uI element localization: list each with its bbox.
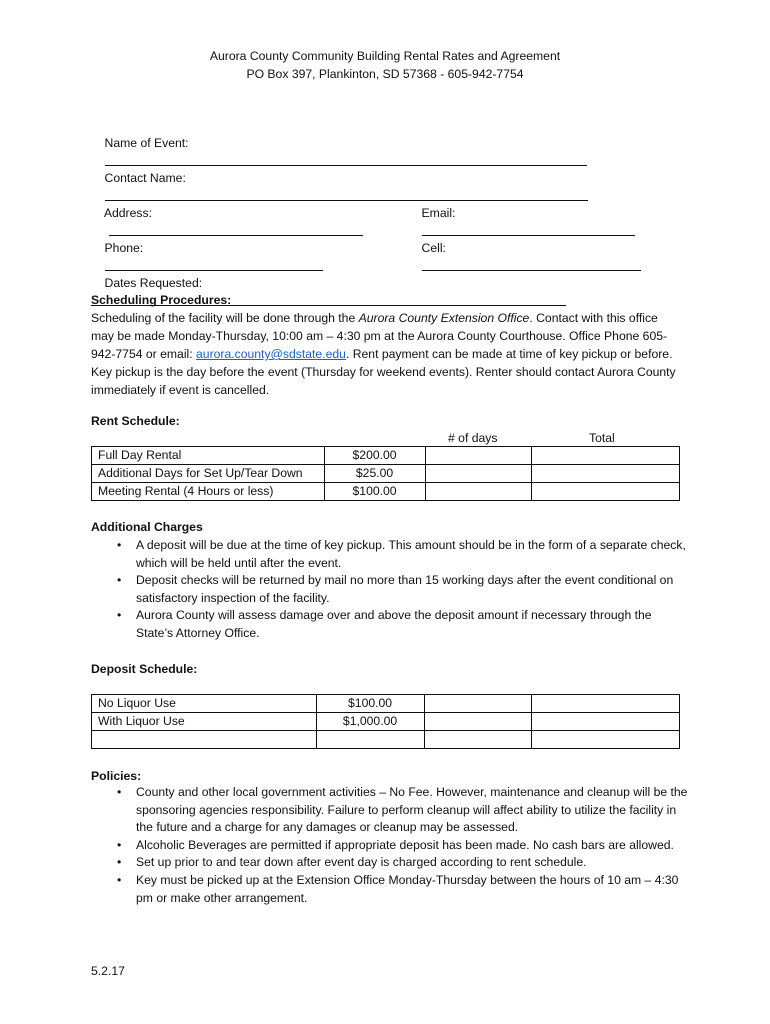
deposit-price-cell[interactable]	[316, 731, 424, 749]
deposit-input-cell[interactable]	[424, 731, 532, 749]
list-item-text: A deposit will be due at the time of key pickup. This amount should be in the form of a separate check, which will be held until after the event.	[136, 538, 686, 570]
list-item-text: Alcoholic Beverages are permitted if appropriate deposit has been made. No cash bars are allowed.	[136, 837, 674, 852]
contact-info-line: PO Box 397, Plankinton, SD 57368 - 605-942-7754	[246, 67, 524, 81]
list-item	[91, 537, 691, 572]
deposit-input-cell[interactable]	[532, 713, 680, 731]
policies-title: Policies:	[91, 769, 142, 783]
list-item-text: Aurora County will assess damage over and above the deposit amount if necessary through the State’s Attorney Office.	[136, 608, 652, 640]
policies-list	[91, 784, 691, 907]
total-input-cell[interactable]	[532, 447, 680, 465]
list-item-text: Set up prior to and tear down after event day is charged according to rent schedule.	[136, 855, 587, 870]
bullet-icon: •	[117, 538, 122, 552]
bullet-icon: •	[117, 608, 122, 623]
scheduling-title: Scheduling Procedures:	[91, 293, 232, 307]
bullet-icon: •	[117, 573, 122, 588]
version-footer: 5.2.17	[91, 964, 125, 978]
scheduling-text-part-1: Scheduling of the facility will be done through the	[91, 311, 359, 325]
deposit-input-cell[interactable]	[532, 695, 680, 713]
event-name-label: Name of Event:	[104, 136, 189, 150]
table-row	[92, 483, 680, 501]
list-item	[91, 837, 691, 855]
list-item-text: Key must be picked up at the Extension Office Monday-Thursday between the hours of 10 am – 4:30 pm or make other arrangement.	[136, 872, 679, 905]
scheduling-text-part-2: . Contact with this office may be made Monday-Thursday, 10:00 am – 4:30 pm at the Aurora County Courthouse. Office Phone 605-942-7754 or email:	[91, 311, 668, 361]
bullet-icon: •	[117, 785, 122, 799]
list-item	[91, 572, 691, 607]
contact-name-label: Contact Name:	[104, 171, 186, 185]
email-link[interactable]: aurora.county@sdstate.edu	[196, 347, 346, 361]
deposit-price-cell: $1,000.00	[316, 713, 424, 731]
scheduling-text	[91, 309, 681, 399]
rent-label-cell: Full Day Rental	[92, 447, 325, 465]
cell-label: Cell:	[421, 241, 446, 255]
rent-schedule-table	[91, 446, 680, 501]
deposit-label-cell: No Liquor Use	[92, 695, 317, 713]
days-column-header: # of days	[448, 431, 498, 445]
deposit-input-cell[interactable]	[424, 713, 532, 731]
table-row	[92, 713, 680, 731]
rent-label-cell: Additional Days for Set Up/Tear Down	[92, 465, 325, 483]
list-item	[91, 784, 691, 837]
deposit-schedule-title: Deposit Schedule:	[91, 662, 198, 676]
table-row	[92, 731, 680, 749]
deposit-input-cell[interactable]	[424, 695, 532, 713]
deposit-input-cell[interactable]	[532, 731, 680, 749]
days-input-cell[interactable]	[425, 465, 532, 483]
additional-charges-list	[91, 537, 691, 643]
bullet-icon: •	[117, 855, 122, 870]
deposit-schedule-table	[91, 694, 680, 749]
list-item	[91, 872, 691, 907]
table-row	[92, 447, 680, 465]
rent-price-cell: $100.00	[324, 483, 425, 501]
scheduling-text-part-3: . Rent payment can be made at time of key pickup or before. Key pickup is the day before the event (Thursday for weekend events). Renter should contact Aurora County immediately if event is cancelled.	[91, 347, 676, 397]
table-row	[92, 465, 680, 483]
bullet-icon: •	[117, 872, 122, 887]
list-item-text: Deposit checks will be returned by mail no more than 15 working days after the event conditional on satisfactory inspection of the facility.	[136, 573, 674, 605]
rent-price-cell: $25.00	[324, 465, 425, 483]
rent-label-cell: Meeting Rental (4 Hours or less)	[92, 483, 325, 501]
list-item	[91, 854, 691, 872]
address-label: Address:	[103, 206, 152, 220]
total-input-cell[interactable]	[532, 465, 680, 483]
document-title: Aurora County Community Building Rental Rates and Agreement	[209, 49, 561, 63]
additional-charges-title: Additional Charges	[91, 520, 203, 534]
deposit-label-cell[interactable]	[92, 731, 317, 749]
total-column-header: Total	[589, 431, 615, 445]
deposit-price-cell: $100.00	[316, 695, 424, 713]
email-label: Email:	[421, 206, 456, 220]
table-row	[92, 695, 680, 713]
days-input-cell[interactable]	[425, 483, 532, 501]
scheduling-section	[91, 291, 681, 399]
total-input-cell[interactable]	[532, 483, 680, 501]
phone-label: Phone:	[104, 241, 144, 255]
rent-schedule-title: Rent Schedule:	[91, 414, 180, 428]
rent-price-cell: $200.00	[324, 447, 425, 465]
deposit-label-cell: With Liquor Use	[92, 713, 317, 731]
extension-office-name: Aurora County Extension Office	[358, 311, 530, 325]
days-input-cell[interactable]	[425, 447, 532, 465]
bullet-icon: •	[117, 837, 122, 852]
dates-requested-label: Dates Requested:	[104, 276, 203, 290]
list-item	[91, 607, 691, 642]
list-item-text: County and other local government activities – No Fee. However, maintenance and cleanup will be the sponsoring agencies responsibility. Failure to perform cleanup will affect ability to utilize the facility in the future and a charge for any damages or cleanup may be assessed.	[136, 785, 688, 835]
